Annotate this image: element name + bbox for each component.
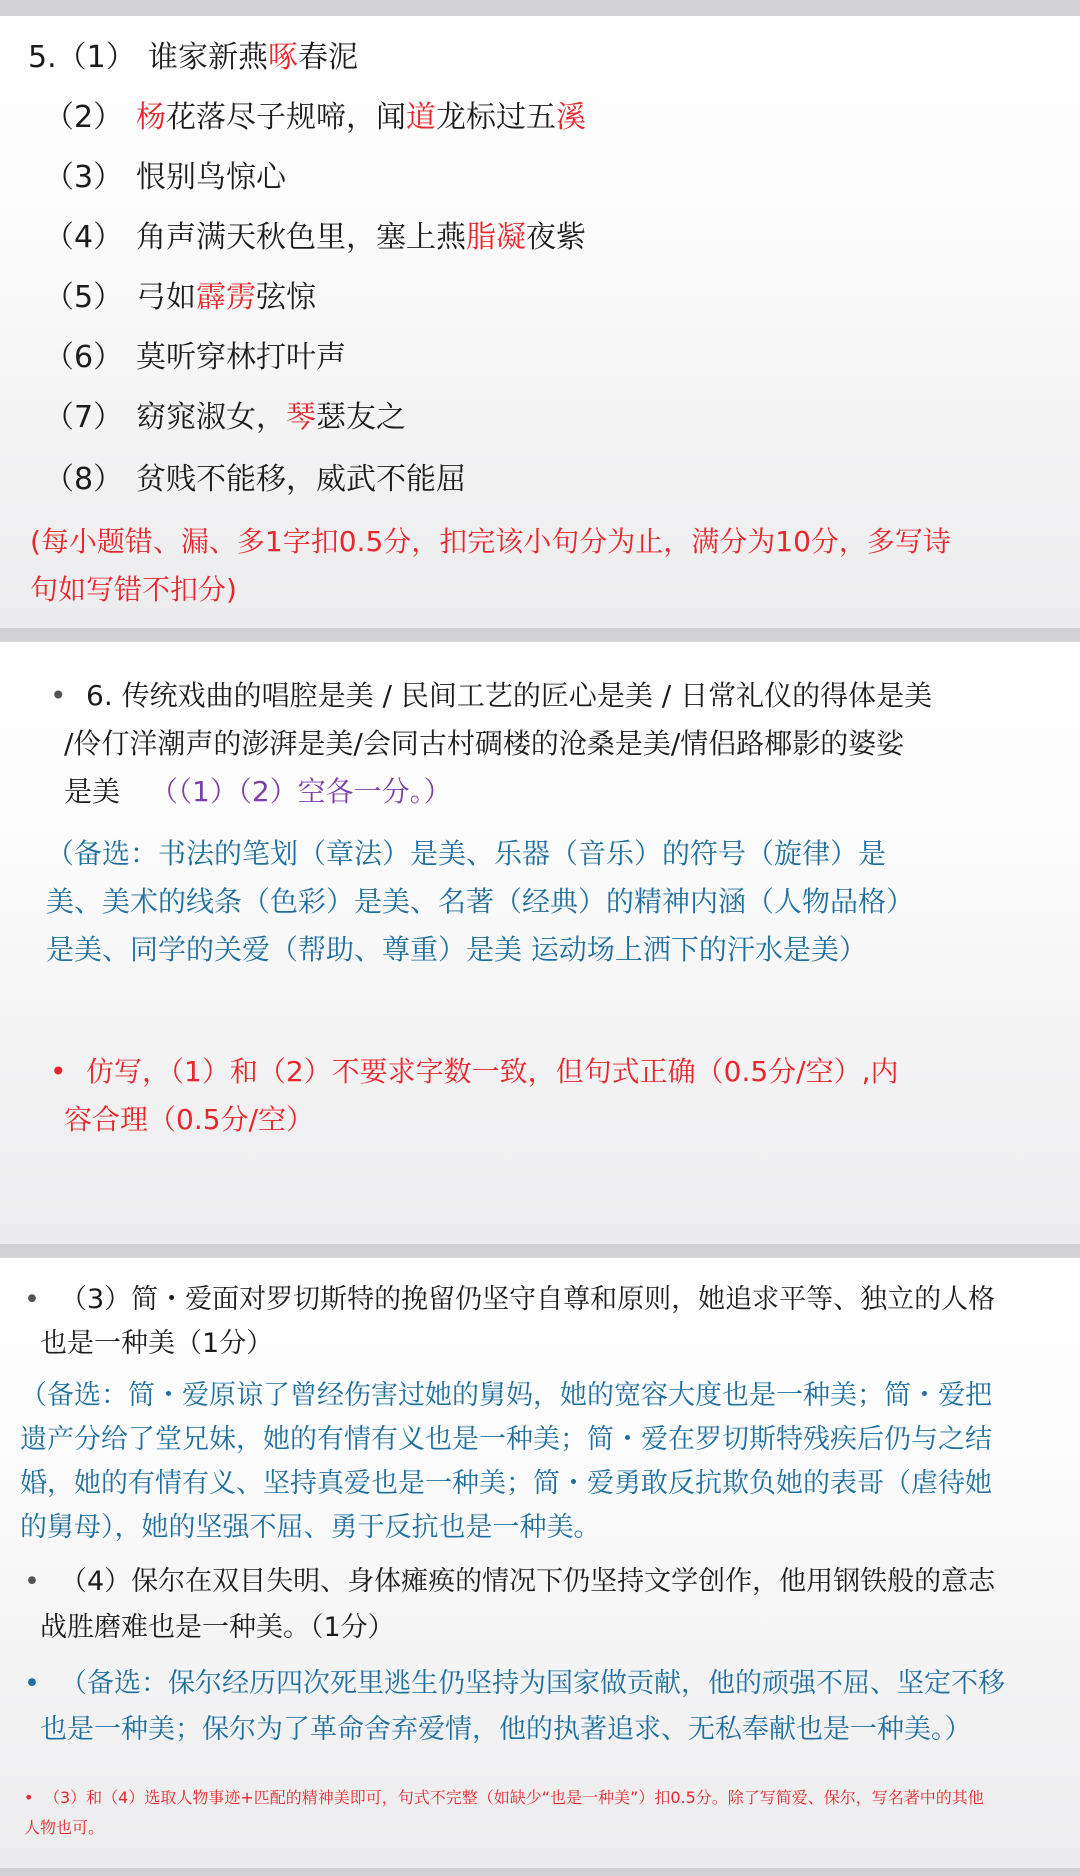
answer-7-4-line-1 xyxy=(24,1562,995,1602)
answer-5-2 xyxy=(44,98,586,138)
answer-text: 龙标过五 xyxy=(436,100,556,135)
answer-text: 恨别鸟惊心 xyxy=(136,160,286,195)
alternative-3-line-2: 遗产分给了堂兄妹，她的有情有义也是一种美；简・爱在罗切斯特残疾后仍与之结 xyxy=(20,1424,992,1455)
alternative-3-line-4: 的舅母），她的坚强不屈、勇于反抗也是一种美。 xyxy=(20,1512,601,1543)
key-char: 琴 xyxy=(286,400,316,435)
alternative-4-line-1 xyxy=(24,1664,1005,1704)
item-number: （3） xyxy=(44,160,124,195)
answer-6-line-1 xyxy=(50,676,932,716)
key-char: 杨 xyxy=(136,100,166,135)
answer-text: 窈窕淑女， xyxy=(136,400,286,435)
item-number: （8） xyxy=(44,462,124,497)
key-char: 溪 xyxy=(556,100,586,135)
key-char: 霹雳 xyxy=(196,280,256,315)
answer-text: 角声满天秋色里，塞上燕 xyxy=(136,220,466,255)
rule-text: 仿写，（1）和（2）不要求字数一致，但句式正确（0.5分/空）,内 xyxy=(86,1055,899,1088)
bullet-icon: • xyxy=(24,1284,40,1315)
answer-text: 夜紫 xyxy=(526,220,586,255)
answer-text: 春泥 xyxy=(298,40,358,75)
item-number: （7） xyxy=(44,400,124,435)
alternative-text: （备选：保尔经历四次死里逃生仍坚持为国家做贡献，他的顽强不屈、坚定不移 xyxy=(60,1668,1005,1699)
bullet-icon: • xyxy=(50,1055,67,1088)
alternative-3-line-3: 婚，她的有情有义、坚持真爱也是一种美；简・爱勇敢反抗欺负她的表哥（虐待她 xyxy=(20,1468,992,1499)
answer-text: 是美 xyxy=(64,775,121,808)
item-number: 5.（1） xyxy=(28,40,136,75)
answer-text: 弓如 xyxy=(136,280,196,315)
bullet-icon: • xyxy=(24,1668,40,1699)
answer-slide-7 xyxy=(0,1258,1080,1868)
alternative-line-3: 是美、同学的关爱（帮助、尊重）是美 运动场上洒下的汗水是美） xyxy=(46,933,867,966)
alternative-4-line-2: 也是一种美；保尔为了革命舍弃爱情，他的执著追求、无私奉献也是一种美。） xyxy=(40,1714,972,1745)
answer-text: 谁家新燕 xyxy=(148,40,268,75)
answer-5-1 xyxy=(28,38,358,78)
answer-text: 瑟友之 xyxy=(316,400,406,435)
score-note: （（1）（2）空各一分。） xyxy=(150,775,452,808)
item-number: （6） xyxy=(44,340,124,375)
answer-5-6 xyxy=(44,338,346,378)
key-char: 啄 xyxy=(268,40,298,75)
rule-line-1 xyxy=(50,1052,899,1092)
answer-7-3-line-2: 也是一种美（1分） xyxy=(40,1328,274,1359)
answer-6-line-3 xyxy=(64,772,452,812)
item-number: （2） xyxy=(44,100,124,135)
answer-slide-5 xyxy=(0,16,1080,628)
answer-7-3-line-1 xyxy=(24,1280,995,1320)
scoring-note-line-2: 句如写错不扣分) xyxy=(30,573,237,606)
answer-text: （4）保尔在双目失明、身体瘫痪的情况下仍坚持文学创作，他用钢铁般的意志 xyxy=(60,1566,996,1597)
answer-text: 弦惊 xyxy=(256,280,316,315)
answer-text: （3）简・爱面对罗切斯特的挽留仍坚守自尊和原则，她追求平等、独立的人格 xyxy=(60,1284,996,1315)
answer-text: 花落尽子规啼，闻 xyxy=(166,100,406,135)
alternative-line-2: 美、美术的线条（色彩）是美、名著（经典）的精神内涵（人物品格） xyxy=(46,885,915,918)
key-char: 道 xyxy=(406,100,436,135)
item-number: （4） xyxy=(44,220,124,255)
alternative-3-line-1: （备选：简・爱原谅了曾经伤害过她的舅妈，她的宽容大度也是一种美；简・爱把 xyxy=(20,1380,992,1411)
scoring-note-line-1: (每小题错、漏、多1字扣0.5分，扣完该小句分为止，满分为10分，多写诗 xyxy=(30,525,951,558)
footnote-line-1 xyxy=(24,1784,984,1812)
answer-text: 6. 传统戏曲的唱腔是美 / 民间工艺的匠心是美 / 日常礼仪的得体是美 xyxy=(86,679,933,712)
answer-text: 莫听穿林打叶声 xyxy=(136,340,346,375)
alternative-line-1: （备选：书法的笔划（章法）是美、乐器（音乐）的符号（旋律）是 xyxy=(46,837,887,870)
answer-text: 贫贱不能移，威武不能屈 xyxy=(136,462,466,497)
answer-5-5 xyxy=(44,278,316,318)
bullet-icon: • xyxy=(24,1566,40,1597)
answer-5-3 xyxy=(44,158,286,198)
footnote-line-2: 人物也可。 xyxy=(24,1818,105,1837)
answer-6-line-2: /伶仃洋潮声的澎湃是美/会同古村碉楼的沧桑是美/情侣路椰影的婆娑 xyxy=(64,727,905,760)
answer-5-4 xyxy=(44,218,586,258)
answer-slide-6 xyxy=(0,642,1080,1244)
answer-7-4-line-2: 战胜磨难也是一种美。（1分） xyxy=(40,1612,395,1643)
rule-line-2: 容合理（0.5分/空） xyxy=(64,1103,314,1136)
bullet-icon: • xyxy=(50,679,67,712)
footnote-text: （3）和（4）选取人物事迹+匹配的精神美即可，句式不完整（如缺少“也是一种美”）扣0.5分。除了写简爱、保尔，写名著中的其他 xyxy=(44,1788,984,1807)
item-number: （5） xyxy=(44,280,124,315)
answer-5-8 xyxy=(44,460,466,500)
bullet-icon: • xyxy=(24,1788,34,1807)
answer-5-7 xyxy=(44,398,406,438)
key-char: 脂凝 xyxy=(466,220,526,255)
